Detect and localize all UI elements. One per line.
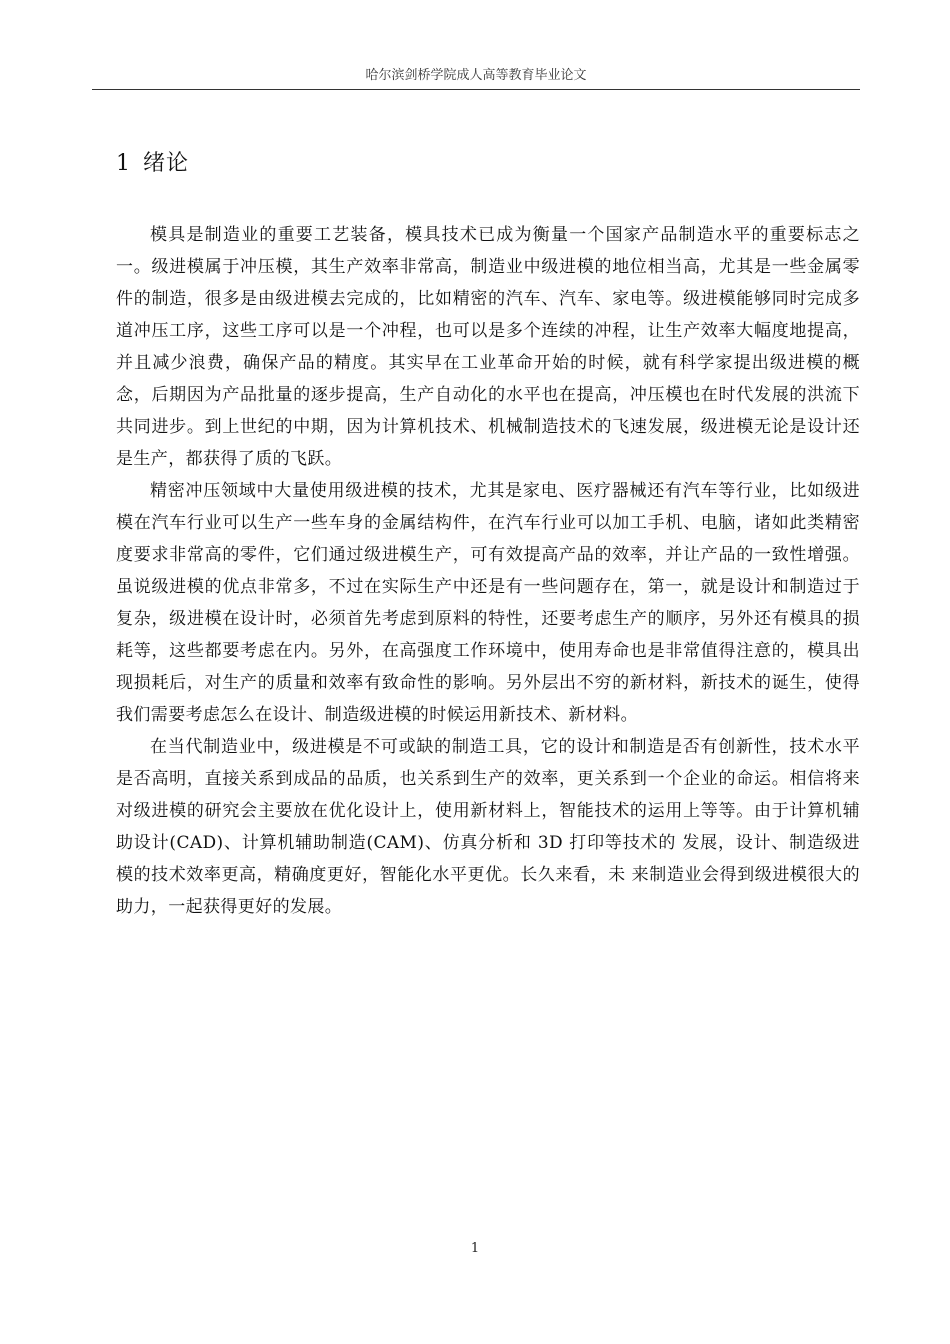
page-number: 1	[470, 1241, 480, 1256]
chapter-title-text: 绪论	[143, 151, 190, 176]
chapter-number: 1	[116, 151, 131, 176]
running-header: 哈尔滨剑桥学院成人高等教育毕业论文	[365, 68, 587, 83]
paragraph: 模具是制造业的重要工艺装备，模具技术已成为衡量一个国家产品制造水平的重要标志之一。级进模属于冲压模，其生产效率非常高，制造业中级进模的地位相当高，尤其是一些金属零件的制造，很多是由级进模去完成的，比如精密的汽车、汽车、家电等。级进模能够同时完成多道冲压工序，这些工序可以是一个冲程，也可以是多个连续的冲程，让生产效率大幅度地提高，并且减少浪费，确保产品的精度。其实早在工业革命开始的时候，就有科学家提出级进模的概念，后期因为产品批量的逐步提高，生产自动化的水平也在提高，冲压模也在时代发展的洪流下共同进步。到上世纪的中期，因为计算机技术、机械制造技术的飞速发展，级进模无论是设计还是生产，都获得了质的飞跃。	[116, 225, 860, 469]
chapter-title	[116, 148, 189, 180]
body-text	[116, 219, 860, 923]
paragraph: 在当代制造业中，级进模是不可或缺的制造工具，它的设计和制造是否有创新性，技术水平是否高明，直接关系到成品的品质，也关系到生产的效率，更关系到一个企业的命运。相信将来对级进模的研究会主要放在优化设计上，使用新材料上，智能技术的运用上等等。由于计算机辅助设计(CAD)、计算机辅助制造(CAM)、仿真分析和 3D 打印等技术的 发展，设计、制造级进模的技术效率更高，精确度更好，智能化水平更优。长久来看，未 来制造业会得到级进模很大的助力，一起获得更好的发展。	[116, 737, 860, 917]
header-divider	[92, 89, 860, 90]
paragraph: 精密冲压领域中大量使用级进模的技术，尤其是家电、医疗器械还有汽车等行业，比如级进模在汽车行业可以生产一些车身的金属结构件，在汽车行业可以加工手机、电脑，诸如此类精密度要求非常高的零件，它们通过级进模生产，可有效提高产品的效率，并让产品的一致性增强。虽说级进模的优点非常多，不过在实际生产中还是有一些问题存在，第一，就是设计和制造过于复杂，级进模在设计时，必须首先考虑到原料的特性，还要考虑生产的顺序，另外还有模具的损耗等，这些都要考虑在内。另外，在高强度工作环境中，使用寿命也是非常值得注意的，模具出现损耗后，对生产的质量和效率有致命性的影响。另外层出不穷的新材料，新技术的诞生，使得我们需要考虑怎么在设计、制造级进模的时候运用新技术、新材料。	[116, 481, 860, 725]
